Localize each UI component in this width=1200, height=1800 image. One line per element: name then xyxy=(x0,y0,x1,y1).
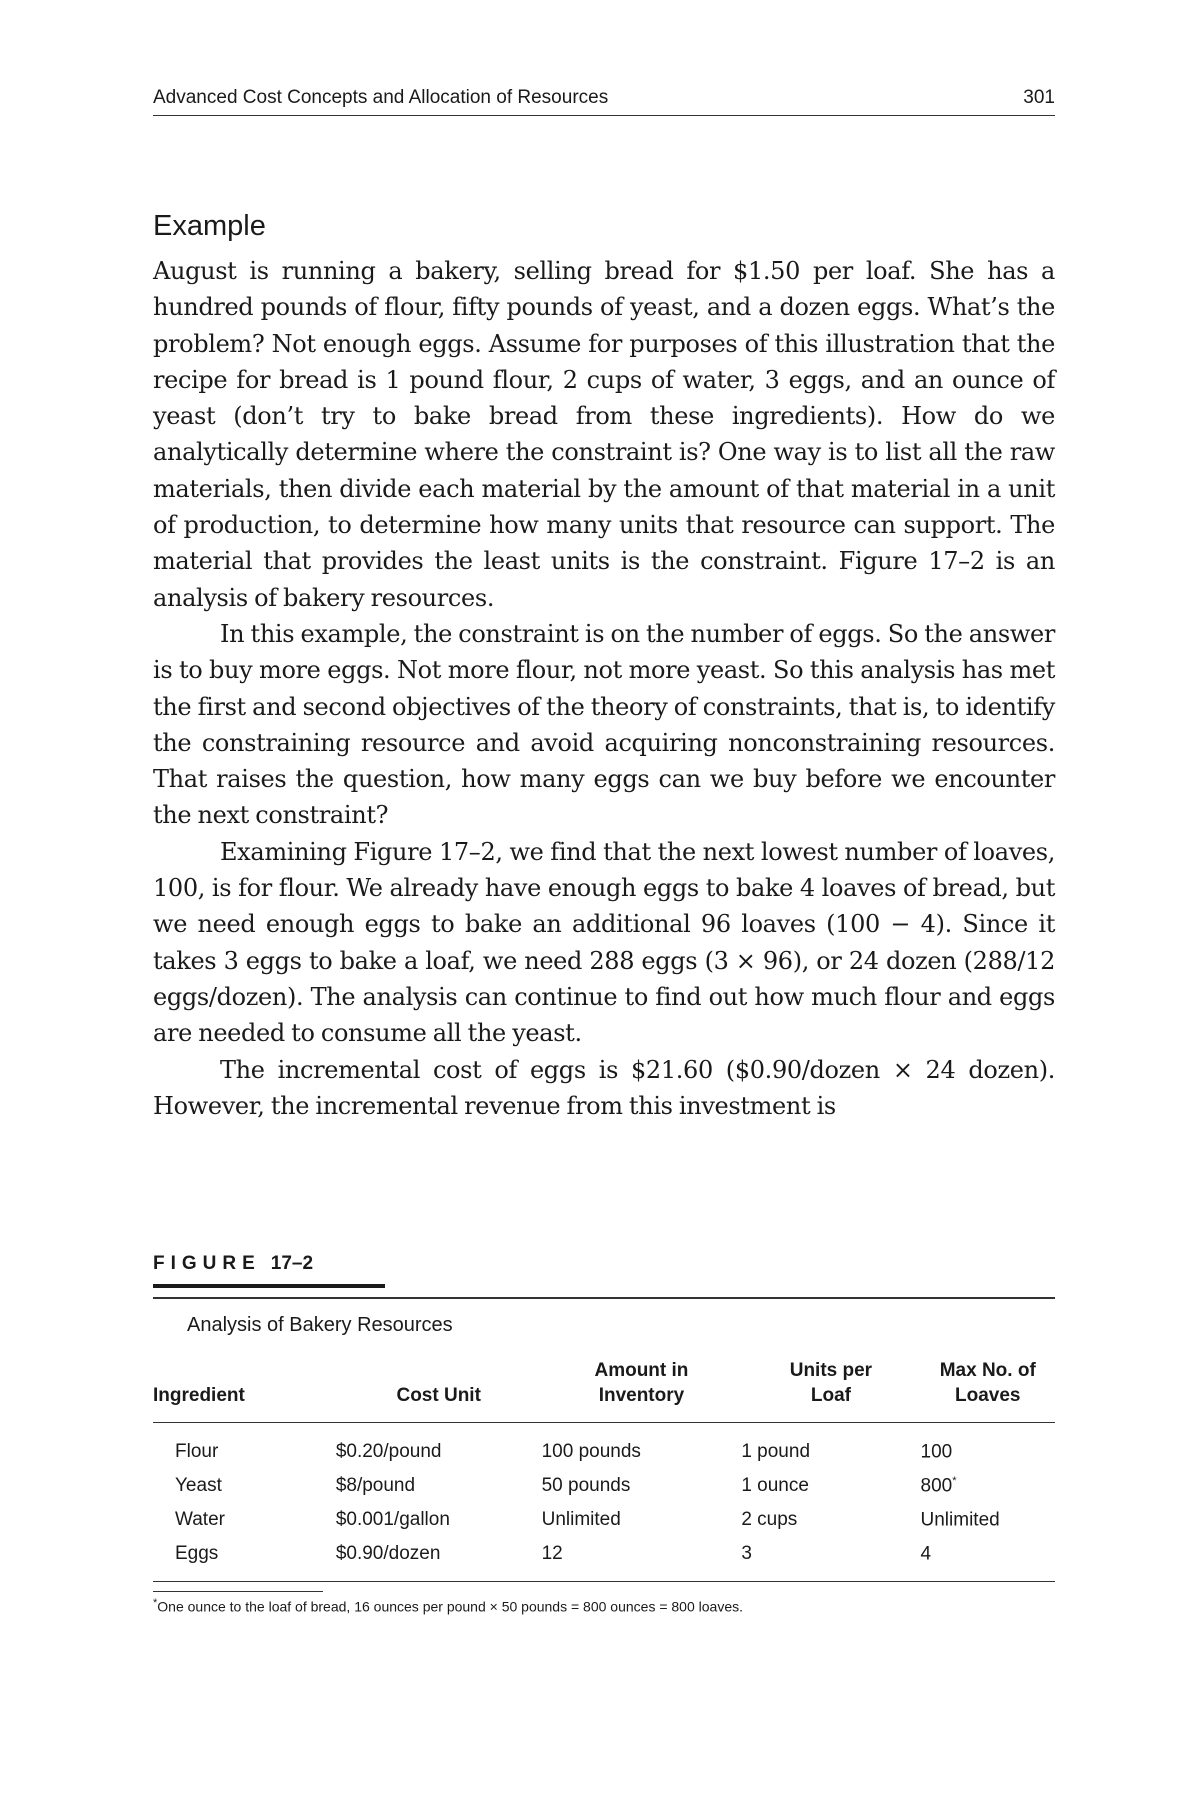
cell-amount: 100 pounds xyxy=(541,1441,641,1462)
cell-units: 2 cups xyxy=(741,1509,798,1530)
paragraph-2: In this example, the constraint is on the number of eggs. So the answer is to buy more eggs. Not more flour, not more yeast. So this analysis has met the first and second objectives of the theory of constraints, that is, to identify the constraining resource and avoid acquiring nonconstraining resources. That raises the question, how many eggs can we buy before we encounter the next constraint? xyxy=(153,619,1055,830)
running-head xyxy=(153,83,1055,116)
header-cost-unit: Cost Unit xyxy=(336,1358,542,1423)
bakery-resources-table xyxy=(153,1358,1055,1582)
table-footnote xyxy=(153,1597,743,1615)
figure-label-number: 17–2 xyxy=(270,1253,314,1274)
cell-ingredient: Yeast xyxy=(175,1475,222,1496)
cell-amount: 50 pounds xyxy=(541,1475,631,1496)
cell-amount: 12 xyxy=(542,1537,742,1582)
cell-units: 3 xyxy=(741,1537,920,1582)
table-header-row xyxy=(153,1358,1055,1423)
cell-units: 1 ounce xyxy=(741,1475,809,1496)
footnote-marker: * xyxy=(952,1474,957,1487)
paragraph-1: August is running a bakery, selling bread for $1.50 per loaf. She has a hundred pounds of flour, fifty pounds of yeast, and a dozen eggs. What’s the problem? Not enough eggs. Assume for purposes of this illustration that the recipe for bread is 1 pound flour, 2 cups of water, 3 eggs, and an ounce of yeast (don’t try to bake bread from these ingredients). How do we analytically determine where the constraint is? One way is to list all the raw materials, then divide each material by the amount of that material in a unit of production, to determine how many units that resource can support. The material that provides the least units is the constraint. Figure 17–2 is an analysis of bakery resources. xyxy=(153,257,1055,612)
page-number: 301 xyxy=(1023,87,1055,108)
section-heading: Example xyxy=(153,210,266,242)
cell-cost-unit: $0.001/gallon xyxy=(335,1509,450,1530)
running-head-title: Advanced Cost Concepts and Allocation of Resources xyxy=(153,87,609,108)
figure-caption: Analysis of Bakery Resources xyxy=(187,1314,453,1336)
body-text xyxy=(153,253,1055,1124)
cell-cost-unit: $0.90/dozen xyxy=(336,1537,542,1582)
cell-cost-unit: $8/pound xyxy=(335,1475,416,1496)
figure-label-rule xyxy=(153,1284,385,1288)
cell-units: 1 pound xyxy=(741,1441,811,1462)
cell-max: 4 xyxy=(921,1537,1055,1582)
table-row xyxy=(153,1469,1055,1503)
cell-ingredient: Eggs xyxy=(153,1537,336,1582)
paragraph-4: The incremental cost of eggs is $21.60 ($0.90/dozen × 24 dozen). However, the incremental revenue from this investment is xyxy=(153,1055,1055,1120)
cell-amount: Unlimited xyxy=(541,1509,621,1530)
cell-max: Unlimited xyxy=(920,1509,1000,1531)
table-row xyxy=(153,1537,1055,1582)
header-amount-in-inventory: Amount in Inventory xyxy=(542,1358,742,1423)
table-row xyxy=(153,1423,1055,1470)
table-row xyxy=(153,1503,1055,1537)
footnote-text: One ounce to the loaf of bread, 16 ounces per pound × 50 pounds = 800 ounces = 800 loaves. xyxy=(157,1598,744,1615)
cell-ingredient: Water xyxy=(175,1509,225,1530)
cell-max: 100 xyxy=(920,1441,953,1463)
figure-label-word: FIGURE xyxy=(153,1253,261,1274)
cell-ingredient: Flour xyxy=(175,1441,219,1462)
cell-max: 800* xyxy=(920,1474,957,1497)
footnote-rule xyxy=(153,1591,323,1592)
figure-label xyxy=(153,1253,313,1275)
figure-top-rule xyxy=(153,1297,1055,1299)
paragraph-3: Examining Figure 17–2, we find that the next lowest number of loaves, 100, is for flour. We already have enough eggs to bake 4 loaves of bread, but we need enough eggs to bake an additional 96 loaves (100 − 4). Since it takes 3 eggs to bake a loaf, we need 288 eggs (3 × 96), or 24 dozen (288/12 eggs/dozen). The analysis can continue to find out how much flour and eggs are needed to consume all the yeast. xyxy=(153,837,1055,1048)
footnote-marker: * xyxy=(153,1597,158,1609)
cell-cost-unit: $0.20/pound xyxy=(335,1441,442,1462)
header-max-loaves: Max No. of Loaves xyxy=(921,1358,1055,1423)
header-units-per-loaf: Units per Loaf xyxy=(741,1358,920,1423)
header-ingredient: Ingredient xyxy=(153,1358,336,1423)
